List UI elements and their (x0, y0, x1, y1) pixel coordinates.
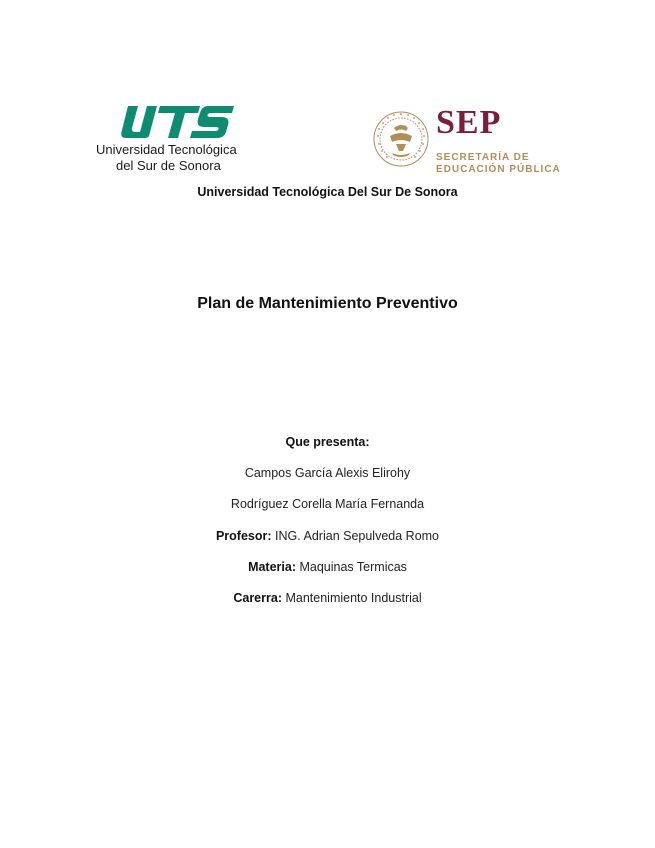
carrera-line (0, 590, 655, 606)
uts-wordmark-icon (118, 104, 234, 140)
profesor-line (0, 528, 655, 544)
carrera-label: Carerra: (233, 591, 282, 605)
uts-logo (96, 104, 256, 176)
author-name: Campos García Alexis Elirohy (244, 466, 411, 480)
presenta-label: Que presenta: (285, 435, 370, 449)
uts-logo-text-line2: del Sur de Sonora (116, 158, 221, 173)
materia-line (0, 559, 655, 575)
national-seal-icon (372, 104, 430, 174)
profesor-label: Profesor: (215, 529, 272, 543)
sep-logo-wordmark: SEP (436, 104, 502, 141)
sep-logo-subtitle-line1: SECRETARÍA DE (436, 152, 530, 163)
uts-logo-text-line1: Universidad Tecnológica (96, 142, 237, 157)
document-title: Plan de Mantenimiento Preventivo (197, 295, 458, 312)
sep-logo (372, 104, 561, 176)
materia-label: Materia: (248, 560, 296, 574)
institution-name: Universidad Tecnológica Del Sur De Sonora (197, 185, 458, 199)
author-name: Rodríguez Corella María Fernanda (230, 497, 425, 511)
materia-value: Maquinas Termicas (299, 560, 407, 574)
sep-logo-subtitle-line2: EDUCACIÓN PÚBLICA (436, 164, 561, 175)
carrera-value: Mantenimiento Industrial (285, 591, 422, 605)
profesor-value: ING. Adrian Sepulveda Romo (275, 529, 440, 543)
